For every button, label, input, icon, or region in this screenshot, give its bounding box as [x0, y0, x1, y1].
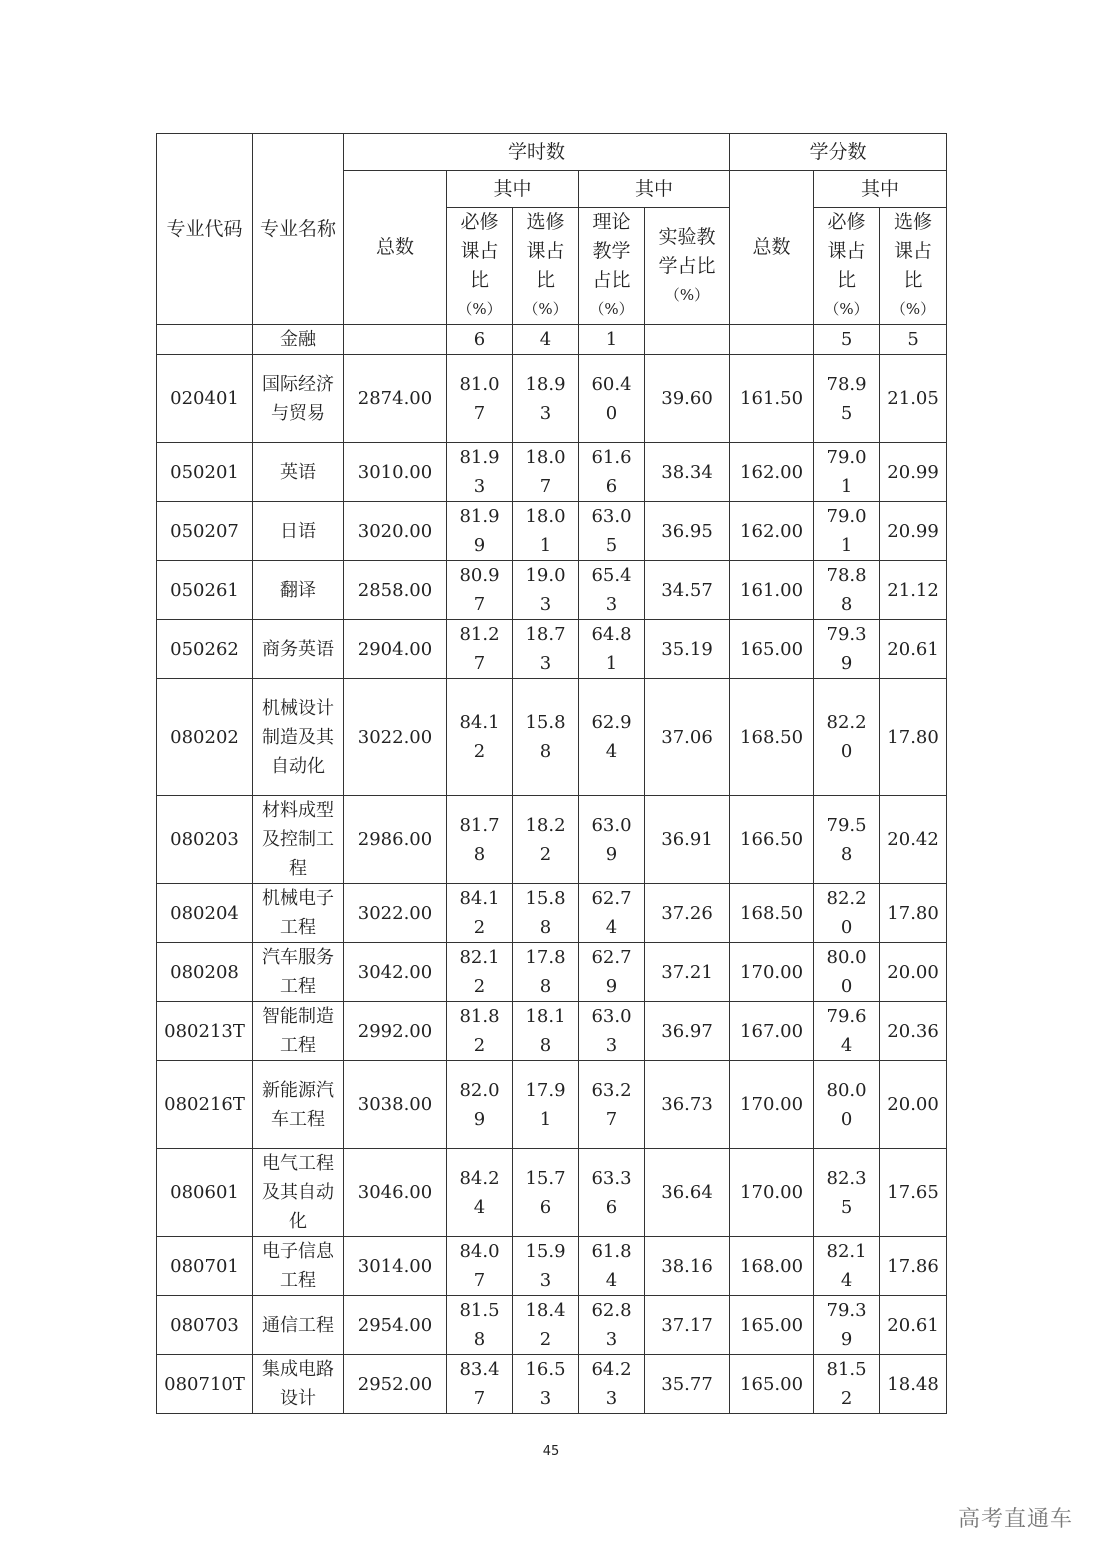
- table-row: [157, 679, 947, 796]
- cell-elective: 17.88: [513, 943, 579, 1002]
- table-row: [157, 1149, 947, 1237]
- cell-hours-total: 2952.00: [344, 1355, 447, 1414]
- cell-credits-total: 166.50: [730, 796, 814, 884]
- cell-credit-required: 79.64: [814, 1002, 880, 1061]
- cell-elective: 15.88: [513, 884, 579, 943]
- header-credit-required-share: [814, 208, 880, 325]
- cell-name: 日语: [253, 502, 344, 561]
- cell-credit-required: 79.39: [814, 1296, 880, 1355]
- cell-credit-required: 82.35: [814, 1149, 880, 1237]
- cell-credit-required: 82.20: [814, 679, 880, 796]
- cell-hours-total: 2986.00: [344, 796, 447, 884]
- cell-credit-elective: 17.80: [880, 679, 947, 796]
- table-header: [157, 134, 947, 325]
- cell-hours-total: 2874.00: [344, 355, 447, 443]
- pct-unit: （%）: [664, 285, 710, 304]
- cell-code: 020401: [157, 355, 253, 443]
- cell-credit-required: 79.01: [814, 502, 880, 561]
- cell-credits-total: 162.00: [730, 443, 814, 502]
- cell-required: 84.12: [447, 884, 513, 943]
- table-row: [157, 561, 947, 620]
- header-credit-required-share-label: 必修课占比: [827, 211, 866, 291]
- cell-name: 翻译: [253, 561, 344, 620]
- cell-hours-total: 2954.00: [344, 1296, 447, 1355]
- cell-hours-total: 2904.00: [344, 620, 447, 679]
- cell-name: 机械电子工程: [253, 884, 344, 943]
- cell-credit-elective: 20.00: [880, 943, 947, 1002]
- pct-unit: （%）: [523, 300, 568, 318]
- cell-lab: 37.26: [645, 884, 730, 943]
- cell-code: 050201: [157, 443, 253, 502]
- cell-code: 080216T: [157, 1061, 253, 1149]
- cell-lab: 36.95: [645, 502, 730, 561]
- header-credit-elective-share-label: 选修课占比: [894, 211, 933, 291]
- page-number: 45: [542, 1444, 560, 1459]
- cell-hours-total: 3038.00: [344, 1061, 447, 1149]
- cell-required: 82.12: [447, 943, 513, 1002]
- table-row: [157, 502, 947, 561]
- cell-name: 机械设计制造及其自动化: [253, 679, 344, 796]
- cell-lab: [645, 325, 730, 355]
- cell-elective: 15.93: [513, 1237, 579, 1296]
- cell-lab: 36.64: [645, 1149, 730, 1237]
- cell-credit-elective: 20.00: [880, 1061, 947, 1149]
- cell-credit-elective: 20.61: [880, 1296, 947, 1355]
- table-row: [157, 355, 947, 443]
- header-elective-share: [513, 208, 579, 325]
- cell-code: 080710T: [157, 1355, 253, 1414]
- cell-hours-total: 3022.00: [344, 884, 447, 943]
- cell-elective: 4: [513, 325, 579, 355]
- continuation-row: [157, 325, 947, 355]
- cell-credits-total: 165.00: [730, 1296, 814, 1355]
- cell-required: 81.78: [447, 796, 513, 884]
- cell-elective: 15.76: [513, 1149, 579, 1237]
- cell-hours-total: 3022.00: [344, 679, 447, 796]
- cell-name: 金融: [253, 325, 344, 355]
- cell-credits-total: 167.00: [730, 1002, 814, 1061]
- cell-elective: 15.88: [513, 679, 579, 796]
- cell-required: 81.93: [447, 443, 513, 502]
- cell-credit-elective: 20.42: [880, 796, 947, 884]
- cell-required: 83.47: [447, 1355, 513, 1414]
- cell-theory: 61.84: [579, 1237, 645, 1296]
- cell-credits-total: 170.00: [730, 1149, 814, 1237]
- cell-required: 81.82: [447, 1002, 513, 1061]
- cell-credits-total: [730, 325, 814, 355]
- cell-lab: 36.91: [645, 796, 730, 884]
- header-major-code: 专业代码: [157, 134, 253, 325]
- cell-required: 84.07: [447, 1237, 513, 1296]
- cell-credit-elective: 17.65: [880, 1149, 947, 1237]
- header-credits-group: 学分数: [730, 134, 947, 171]
- cell-elective: 18.01: [513, 502, 579, 561]
- cell-lab: 37.21: [645, 943, 730, 1002]
- cell-code: 080703: [157, 1296, 253, 1355]
- table-body: [157, 325, 947, 1414]
- cell-name: 通信工程: [253, 1296, 344, 1355]
- cell-lab: 37.06: [645, 679, 730, 796]
- table-row: [157, 796, 947, 884]
- cell-required: 84.12: [447, 679, 513, 796]
- cell-name: 英语: [253, 443, 344, 502]
- cell-credit-elective: 17.86: [880, 1237, 947, 1296]
- cell-credit-elective: 5: [880, 325, 947, 355]
- cell-theory: 62.83: [579, 1296, 645, 1355]
- cell-credit-required: 79.58: [814, 796, 880, 884]
- table-row: [157, 1002, 947, 1061]
- cell-required: 84.24: [447, 1149, 513, 1237]
- cell-elective: 18.93: [513, 355, 579, 443]
- header-theory-share-label: 理论教学占比: [592, 211, 631, 291]
- table-row: [157, 443, 947, 502]
- cell-elective: 18.73: [513, 620, 579, 679]
- cell-code: 080208: [157, 943, 253, 1002]
- header-hours-of-which-1: 其中: [447, 171, 579, 208]
- watermark: 高考直通车: [957, 1507, 1073, 1532]
- cell-credits-total: 165.00: [730, 1355, 814, 1414]
- cell-theory: 62.79: [579, 943, 645, 1002]
- cell-lab: 37.17: [645, 1296, 730, 1355]
- cell-credits-total: 168.50: [730, 884, 814, 943]
- cell-name: 电子信息工程: [253, 1237, 344, 1296]
- cell-credits-total: 170.00: [730, 943, 814, 1002]
- cell-credit-required: 79.39: [814, 620, 880, 679]
- cell-credits-total: 168.50: [730, 679, 814, 796]
- pct-unit: （%）: [890, 300, 936, 318]
- cell-hours-total: 3010.00: [344, 443, 447, 502]
- cell-lab: 38.34: [645, 443, 730, 502]
- header-lab-share-label: 实验教学占比: [658, 225, 716, 277]
- cell-credit-elective: 20.36: [880, 1002, 947, 1061]
- cell-credit-elective: 20.61: [880, 620, 947, 679]
- cell-code: 080202: [157, 679, 253, 796]
- cell-theory: 64.23: [579, 1355, 645, 1414]
- cell-code: [157, 325, 253, 355]
- cell-credits-total: 168.00: [730, 1237, 814, 1296]
- cell-name: 智能制造工程: [253, 1002, 344, 1061]
- cell-required: 81.58: [447, 1296, 513, 1355]
- table-row: [157, 884, 947, 943]
- cell-name: 电气工程及其自动化: [253, 1149, 344, 1237]
- header-hours-group: 学时数: [344, 134, 730, 171]
- header-hours-total: 总数: [344, 171, 447, 325]
- cell-theory: 62.74: [579, 884, 645, 943]
- cell-code: 050262: [157, 620, 253, 679]
- cell-hours-total: 2992.00: [344, 1002, 447, 1061]
- header-lab-share: [645, 208, 730, 325]
- cell-required: 6: [447, 325, 513, 355]
- cell-hours-total: 3042.00: [344, 943, 447, 1002]
- cell-code: 050261: [157, 561, 253, 620]
- cell-credit-required: 82.14: [814, 1237, 880, 1296]
- cell-hours-total: 3046.00: [344, 1149, 447, 1237]
- cell-code: 080203: [157, 796, 253, 884]
- cell-credit-elective: 18.48: [880, 1355, 947, 1414]
- header-major-name: 专业名称: [253, 134, 344, 325]
- header-required-share-label: 必修课占比: [460, 211, 499, 291]
- cell-lab: 35.77: [645, 1355, 730, 1414]
- cell-credits-total: 170.00: [730, 1061, 814, 1149]
- header-required-share: [447, 208, 513, 325]
- cell-theory: 63.36: [579, 1149, 645, 1237]
- table-row: [157, 620, 947, 679]
- cell-credit-required: 80.00: [814, 1061, 880, 1149]
- cell-credit-elective: 20.99: [880, 443, 947, 502]
- cell-elective: 18.22: [513, 796, 579, 884]
- cell-name: 商务英语: [253, 620, 344, 679]
- cell-credits-total: 161.00: [730, 561, 814, 620]
- cell-lab: 36.97: [645, 1002, 730, 1061]
- cell-required: 81.07: [447, 355, 513, 443]
- header-credits-total: 总数: [730, 171, 814, 325]
- cell-theory: 63.09: [579, 796, 645, 884]
- cell-hours-total: 3014.00: [344, 1237, 447, 1296]
- cell-credit-required: 82.20: [814, 884, 880, 943]
- cell-elective: 18.18: [513, 1002, 579, 1061]
- pct-unit: （%）: [589, 300, 634, 318]
- cell-credit-required: 5: [814, 325, 880, 355]
- table-row: [157, 1355, 947, 1414]
- cell-credit-elective: 21.05: [880, 355, 947, 443]
- cell-hours-total: 2858.00: [344, 561, 447, 620]
- cell-name: 集成电路设计: [253, 1355, 344, 1414]
- header-credit-elective-share: [880, 208, 947, 325]
- cell-lab: 39.60: [645, 355, 730, 443]
- cell-code: 080701: [157, 1237, 253, 1296]
- cell-elective: 18.42: [513, 1296, 579, 1355]
- cell-name: 国际经济与贸易: [253, 355, 344, 443]
- cell-theory: 60.40: [579, 355, 645, 443]
- cell-theory: 65.43: [579, 561, 645, 620]
- cell-lab: 34.57: [645, 561, 730, 620]
- pct-unit: （%）: [457, 300, 502, 318]
- cell-credit-elective: 21.12: [880, 561, 947, 620]
- cell-theory: 62.94: [579, 679, 645, 796]
- cell-elective: 19.03: [513, 561, 579, 620]
- cell-name: 新能源汽车工程: [253, 1061, 344, 1149]
- pct-unit: （%）: [824, 300, 869, 318]
- cell-elective: 16.53: [513, 1355, 579, 1414]
- cell-credits-total: 161.50: [730, 355, 814, 443]
- cell-credit-required: 81.52: [814, 1355, 880, 1414]
- cell-lab: 35.19: [645, 620, 730, 679]
- cell-credit-elective: 17.80: [880, 884, 947, 943]
- cell-code: 080601: [157, 1149, 253, 1237]
- cell-theory: 61.66: [579, 443, 645, 502]
- cell-elective: 17.91: [513, 1061, 579, 1149]
- cell-theory: 64.81: [579, 620, 645, 679]
- cell-theory: 1: [579, 325, 645, 355]
- cell-code: 080204: [157, 884, 253, 943]
- cell-credit-elective: 20.99: [880, 502, 947, 561]
- header-hours-of-which-2: 其中: [579, 171, 730, 208]
- table-row: [157, 1237, 947, 1296]
- table-row: [157, 1061, 947, 1149]
- header-theory-share: [579, 208, 645, 325]
- cell-credits-total: 165.00: [730, 620, 814, 679]
- cell-credit-required: 78.95: [814, 355, 880, 443]
- cell-name: 材料成型及控制工程: [253, 796, 344, 884]
- cell-elective: 18.07: [513, 443, 579, 502]
- table-row: [157, 1296, 947, 1355]
- cell-lab: 36.73: [645, 1061, 730, 1149]
- cell-credit-required: 78.88: [814, 561, 880, 620]
- cell-hours-total: 3020.00: [344, 502, 447, 561]
- cell-required: 81.27: [447, 620, 513, 679]
- cell-code: 080213T: [157, 1002, 253, 1061]
- cell-credits-total: 162.00: [730, 502, 814, 561]
- cell-name: 汽车服务工程: [253, 943, 344, 1002]
- cell-required: 81.99: [447, 502, 513, 561]
- cell-credit-required: 79.01: [814, 443, 880, 502]
- cell-theory: 63.05: [579, 502, 645, 561]
- curriculum-table: [156, 133, 947, 1414]
- cell-hours-total: [344, 325, 447, 355]
- table-row: [157, 943, 947, 1002]
- cell-code: 050207: [157, 502, 253, 561]
- header-elective-share-label: 选修课占比: [526, 211, 565, 291]
- cell-theory: 63.27: [579, 1061, 645, 1149]
- cell-required: 82.09: [447, 1061, 513, 1149]
- cell-credit-required: 80.00: [814, 943, 880, 1002]
- cell-lab: 38.16: [645, 1237, 730, 1296]
- header-credits-of-which: 其中: [814, 171, 947, 208]
- cell-theory: 63.03: [579, 1002, 645, 1061]
- cell-required: 80.97: [447, 561, 513, 620]
